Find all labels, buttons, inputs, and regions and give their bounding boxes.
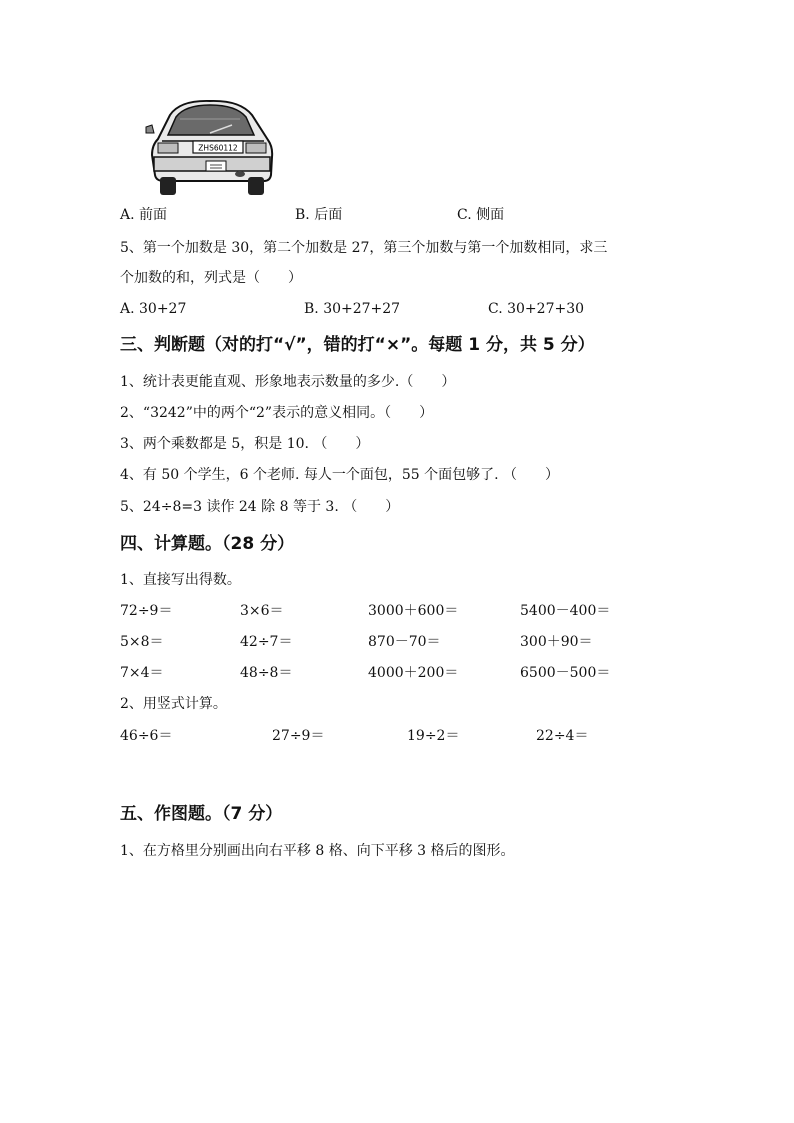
calc-cell: 42÷7＝ bbox=[240, 634, 293, 650]
q5-option-b: B. 30+27+27 bbox=[304, 301, 401, 317]
calc-cell: 5×8＝ bbox=[120, 634, 164, 650]
vertical-calc-cell: 27÷9＝ bbox=[272, 728, 325, 744]
section3-item-5: 5、24÷8=3 读作 24 除 8 等于 3. （ ） bbox=[120, 499, 400, 515]
q5-text-line1: 5、第一个加数是 30，第二个加数是 27，第三个加数与第一个加数相同，求三 bbox=[120, 240, 608, 256]
calc-cell: 3000＋600＝ bbox=[368, 603, 459, 619]
vertical-calc-cell: 22÷4＝ bbox=[536, 728, 589, 744]
q4-option-c: C. 侧面 bbox=[457, 207, 505, 223]
calc-cell: 300＋90＝ bbox=[520, 634, 593, 650]
q4-option-b: B. 后面 bbox=[295, 207, 343, 223]
section3-item-4: 4、有 50 个学生，6 个老师. 每人一个面包，55 个面包够了. （ ） bbox=[120, 467, 560, 483]
q5-option-c: C. 30+27+30 bbox=[488, 301, 585, 317]
section3-item-2: 2、“3242”中的两个“2”表示的意义相同。（ ） bbox=[120, 405, 434, 421]
section5-item-1: 1、在方格里分别画出向右平移 8 格、向下平移 3 格后的图形。 bbox=[120, 843, 515, 859]
section5-title: 五、作图题。（7 分） bbox=[120, 804, 283, 824]
calc-cell: 4000＋200＝ bbox=[368, 665, 459, 681]
q5-text-line2: 个加数的和，列式是（ ） bbox=[120, 270, 302, 286]
license-plate-text: ZHS60112 bbox=[198, 143, 238, 153]
calc-cell: 72÷9＝ bbox=[120, 603, 173, 619]
calc-cell: 6500－500＝ bbox=[520, 665, 611, 681]
calc-cell: 870－70＝ bbox=[368, 634, 441, 650]
section4-sub1: 1、直接写出得数。 bbox=[120, 572, 241, 588]
section3-title: 三、判断题（对的打“√”，错的打“×”。每题 1 分，共 5 分） bbox=[120, 335, 595, 355]
calc-cell: 7×4＝ bbox=[120, 665, 164, 681]
section4-sub2: 2、用竖式计算。 bbox=[120, 696, 227, 712]
car-rear-view-image bbox=[140, 95, 280, 200]
vertical-calc-cell: 46÷6＝ bbox=[120, 728, 173, 744]
q4-option-a: A. 前面 bbox=[120, 207, 168, 223]
calc-cell: 48÷8＝ bbox=[240, 665, 293, 681]
section3-item-3: 3、两个乘数都是 5，积是 10. （ ） bbox=[120, 436, 370, 452]
section3-item-1: 1、统计表更能直观、形象地表示数量的多少.（ ） bbox=[120, 374, 456, 390]
calc-cell: 3×6＝ bbox=[240, 603, 284, 619]
section4-title: 四、计算题。（28 分） bbox=[120, 534, 295, 554]
vertical-calc-cell: 19÷2＝ bbox=[407, 728, 460, 744]
q5-option-a: A. 30+27 bbox=[120, 301, 187, 317]
calc-cell: 5400－400＝ bbox=[520, 603, 611, 619]
